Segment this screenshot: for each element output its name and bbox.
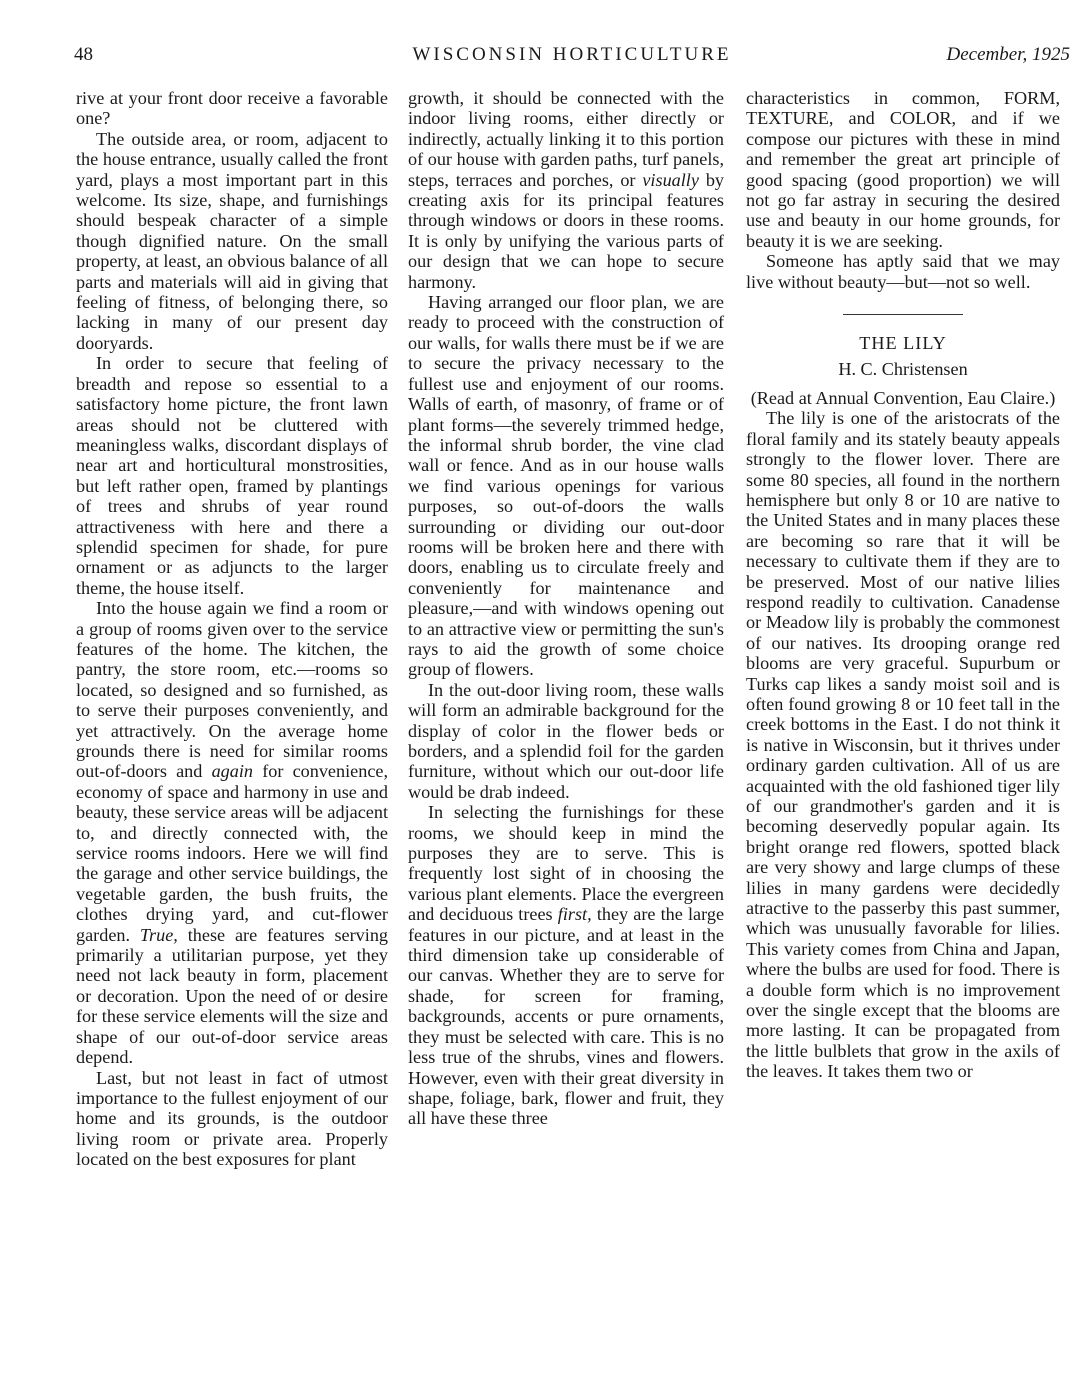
paragraph	[408, 88, 724, 292]
italic-text: visually	[642, 169, 699, 190]
text-run: they are the large features in our picture, and at least in the third dimension take up considerable of our canvas. Whether they are to serve for shade, for screen for framing, backgrounds, accents or pure ornaments, they must be selected with care. This is no less true of the shrubs, vines and flowers. However, even with their great diversity in shape, foliage, bark, flower and fruit, they all have these three	[408, 904, 725, 1129]
text-run: these are features serving primarily a utilitarian purpose, yet they need not lack beauty in form, placement or decoration. Upon the need of or desire for these service elements will the size and shape of our out-of-door service areas depend.	[76, 924, 389, 1068]
column-middle	[408, 88, 724, 1129]
column-right	[746, 88, 1060, 1082]
column-left	[76, 88, 388, 1170]
paragraph: The outside area, or room, adjacent to the house entrance, usually called the front yard, plays a most important part in this welcome. Its size, shape, and furnishings should bespeak character of a simple though dignified nature. On the small property, at least, an obvious balance of all parts and materials will aid in giving that feeling of fitness, of belonging there, so lacking in many of our present day dooryards.	[76, 128, 388, 353]
paragraph	[76, 598, 388, 1067]
text-run: In selecting the furnishings for these rooms, we should keep in mind the purposes they are to serve. This is frequently lost sight of in choosing the various plant elements. Place the evergreen and deciduous trees	[408, 802, 724, 925]
paragraph: Someone has aptly said that we may live without beauty—but—not so well.	[746, 251, 1060, 292]
paragraph	[408, 802, 724, 1129]
text-run: Into the house again we find a room or a group of rooms given over to the service features of the home. The kitchen, the pantry, the store room, etc.—rooms so located, so designed and so furnished, as to serve their purposes conveniently, and yet attractively. On the average home grounds there is need for similar rooms out-of-doors and	[76, 598, 388, 782]
article-title: THE LILY	[859, 333, 947, 354]
journal-title: WISCONSIN HORTICULTURE	[412, 44, 732, 65]
paragraph: The lily is one of the aristocrats of the floral family and its stately beauty appeals strongly to the flower lover. There are some 80 species, all found in the northern hemisphere but only 8 or 10 are native to the United States and in many places these are becoming so rare that it will be necessary to cultivate them if they are to be preserved. Most of our native lilies respond readily to cultivation. Canadense or Meadow lily is probably the commonest of our natives. Its drooping orange red blooms are very graceful. Supurbum or Turks cap likes a sandy moist soil and is often found growing 8 or 10 feet tall in the creek bottoms in the East. I do not think it is native in Wisconsin, but it thrives under ordinary garden cultivation. All of us are acquainted with the old fashioned tiger lily of our grandmother's garden and it is becoming deservedly popular again. Its bright orange red flowers, spotted black are very showy and large clumps of these lilies in many gardens were decidedly atractive to the passerby this past summer, which was unusually favorable for lilies. This variety comes from China and Japan, where the bulbs are used for food. There is a double form which is no improvement over the single except that the blooms are more lasting. It can be propagated from the little bulblets that grow in the axils of the leaves. It takes them two or	[746, 408, 1060, 1082]
article-note: (Read at Annual Convention, Eau Claire.)	[750, 387, 1056, 408]
article-author: H. C. Christensen	[838, 359, 968, 380]
paragraph: rive at your front door receive a favorable one?	[76, 88, 388, 129]
paragraph: Last, but not least in fact of utmost importance to the fullest enjoyment of our home and its grounds, is the outdoor living room or private area. Properly located on the best exposures for plant	[76, 1067, 388, 1170]
page-header	[74, 44, 1070, 74]
paragraph: Having arranged our floor plan, we are ready to proceed with the construction of our walls, for walls there must be if we are to secure the privacy necessary to the fullest use and enjoyment of our rooms. Walls of earth, of masonry, of frame or of plant forms—the severely trimmed hedge, the informal shrub border, the vine clad wall or fence. And as in our house walls we find various openings for various purposes, so out-of-doors the walls surrounding or dividing our out-door rooms will be broken here and there with doors, enabling us to circulate freely and conveniently for maintenance and pleasure,—and with windows opening out to an attractive view or permitting the sun's rays to aid the growth of some choice group of flowers.	[408, 292, 724, 680]
page-number: 48	[74, 44, 93, 65]
paragraph: In order to secure that feeling of breadth and repose so essential to a satisfactory home picture, the front lawn areas should not be cluttered with meaningless walks, discordant displays of near art and horticultural monstrosities, but left rather open, framed by plantings of trees and shrubs of year round attractiveness with here and there a splendid specimen for shade, for pure ornament or as adjuncts to the larger theme, the house itself.	[76, 353, 388, 598]
paragraph: In the out-door living room, these walls will form an admirable background for the display of color in the flower beds or borders, and a splendid foil for the garden furniture, without which our out-door life would be drab indeed.	[408, 679, 724, 802]
italic-text: True,	[139, 924, 178, 945]
text-run: for convenience, economy of space and harmony in use and beauty, these service areas will be adjacent to, and directly connected with, the service rooms indoors. Here we will find the garage and other service buildings, the vegetable garden, the bush fruits, the clothes drying yard, and cut-flower garden.	[76, 761, 389, 945]
text-run: growth, it should be connected with the indoor living rooms, either directly or indirectly, actually linking it to this portion of our house with garden paths, turf panels, steps, terraces and porches, or	[408, 88, 724, 190]
issue-date: December, 1925	[946, 44, 1070, 65]
paragraph: characteristics in common, FORM, TEXTURE, and COLOR, and if we compose our pictures with these in mind and remember the great art principle of good spacing (good proportion) we will not go far astray in securing the desired use and beauty in our home grounds, for beauty it is we are seeking.	[746, 88, 1060, 251]
text-run: by creating axis for its principal features through windows or doors in these rooms. It is only by unifying the various parts of our design that we can hope to secure harmony.	[408, 169, 724, 292]
italic-text: first,	[557, 904, 592, 925]
section-divider	[843, 314, 963, 315]
italic-text: again	[211, 761, 253, 782]
